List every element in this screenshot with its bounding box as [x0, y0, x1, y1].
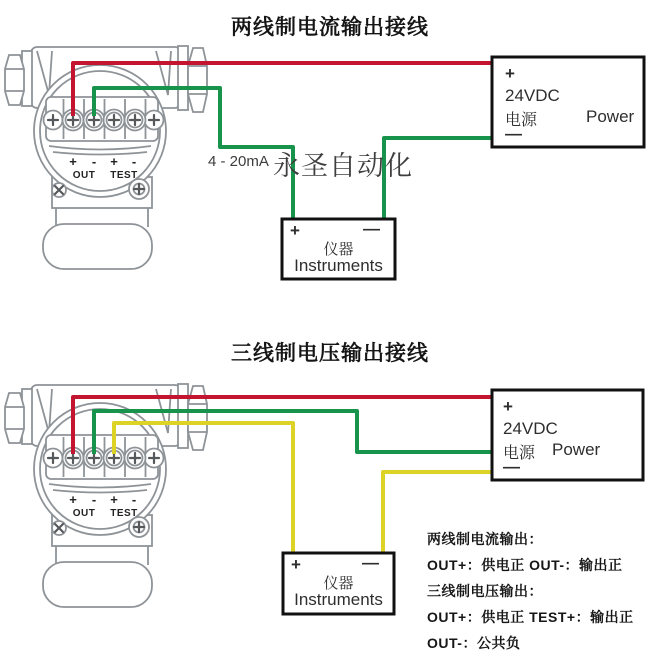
- power-top-voltage: 24VDC: [505, 86, 560, 105]
- instrument-bottom-label-cn: 仪器: [323, 575, 354, 592]
- instrument-bottom-minus: —: [362, 553, 379, 572]
- instrument-top-minus: —: [363, 219, 380, 238]
- title-two-wire: 两线制电流输出接线: [231, 16, 429, 39]
- power-bottom-label-cn: 电源: [503, 445, 536, 462]
- note-two-wire-detail: OUT+：供电正 OUT-：输出正: [427, 557, 623, 573]
- transmitter-bottom: [5, 384, 207, 607]
- watermark-text: 永圣自动化: [273, 151, 413, 181]
- note-three-wire-detail: OUT+：供电正 TEST+：输出正: [427, 609, 634, 625]
- instrument-top-label-cn: 仪器: [323, 241, 354, 258]
- instrument-bottom-plus: +: [291, 555, 301, 574]
- note-three-wire-title: 三线制电压输出：: [427, 583, 543, 599]
- instrument-bottom-label-en: Instruments: [294, 590, 383, 609]
- instrument-top-plus: +: [290, 221, 300, 240]
- power-bottom-plus: +: [503, 397, 513, 416]
- power-top-label-en: Power: [586, 107, 635, 126]
- power-bottom-voltage: 24VDC: [503, 419, 558, 438]
- signal-range-label: 4 - 20mA: [208, 153, 269, 170]
- instrument-top-label-en: Instruments: [294, 256, 383, 275]
- title-three-wire: 三线制电压输出接线: [231, 342, 429, 365]
- transmitter-top: [5, 46, 207, 269]
- power-top-plus: +: [505, 64, 515, 83]
- power-top-label-cn: 电源: [505, 112, 538, 129]
- note-two-wire-title: 两线制电流输出：: [427, 531, 543, 547]
- power-bottom-label-en: Power: [552, 440, 601, 459]
- note-common-detail: OUT-：公共负: [427, 635, 521, 651]
- power-top-minus: —: [505, 124, 522, 143]
- power-bottom-minus: —: [503, 457, 520, 476]
